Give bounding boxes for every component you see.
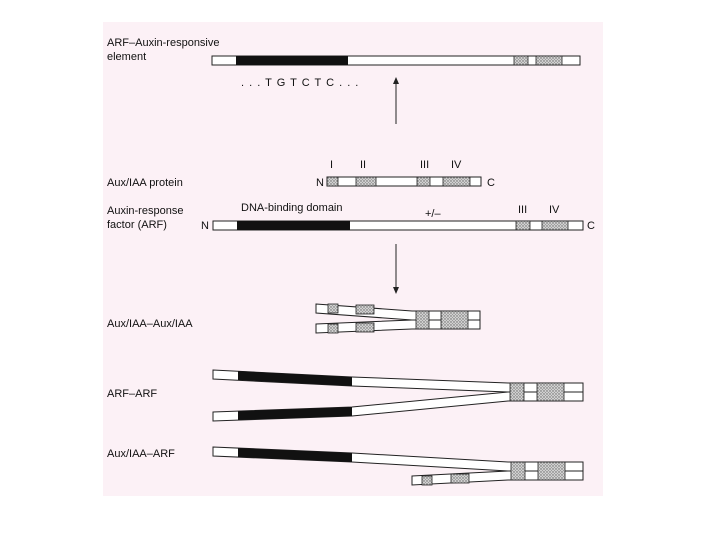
up-arrow-icon — [393, 77, 399, 124]
arf-protein-bar — [213, 221, 583, 230]
domain-iv-box — [536, 56, 562, 65]
domain-iii-box — [514, 56, 528, 65]
dna-sequence: . . . T G T C T C . . . — [241, 77, 360, 89]
aux-domain-label-iv: IV — [451, 159, 462, 171]
aux-iaa-protein-label: Aux/IAA protein — [107, 177, 183, 189]
aux-domain-label-ii: II — [360, 159, 367, 171]
aux-arf-dimer-label: Aux/IAA–ARF — [107, 448, 175, 460]
aux-domain-label-i: I — [330, 159, 334, 171]
arf-protein-top — [212, 56, 580, 65]
aux-aux-dimer-label: Aux/IAA–Aux/IAA — [107, 318, 193, 330]
arf-middle-region-label: +/– — [425, 208, 441, 220]
down-arrow-icon — [393, 244, 399, 294]
arf-c-terminus: C — [587, 220, 595, 232]
arf-arf-dimer — [213, 370, 583, 421]
arf-label-line2: factor (ARF) — [107, 219, 167, 231]
dna-binding-domain-label: DNA-binding domain — [241, 202, 343, 214]
aux-iaa-n-terminus: N — [316, 177, 324, 189]
arf-domain-label-iv: IV — [549, 204, 560, 216]
are-label-line1: ARF–Auxin-responsive — [107, 37, 220, 49]
arf-domain-label-iii: III — [518, 204, 528, 216]
arf-n-terminus: N — [201, 220, 209, 232]
aux-iaa-c-terminus: C — [487, 177, 495, 189]
aux-domain-label-iii: III — [420, 159, 430, 171]
are-label-line2: element — [107, 51, 147, 63]
dna-binding-domain-bar — [236, 56, 348, 65]
arf-label-line1: Auxin-response — [107, 205, 184, 217]
arf-arf-dimer-label: ARF–ARF — [107, 388, 158, 400]
aux-arf-dimer — [213, 447, 583, 485]
aux-iaa-protein-bar — [327, 177, 481, 186]
aux-aux-dimer — [316, 304, 480, 333]
